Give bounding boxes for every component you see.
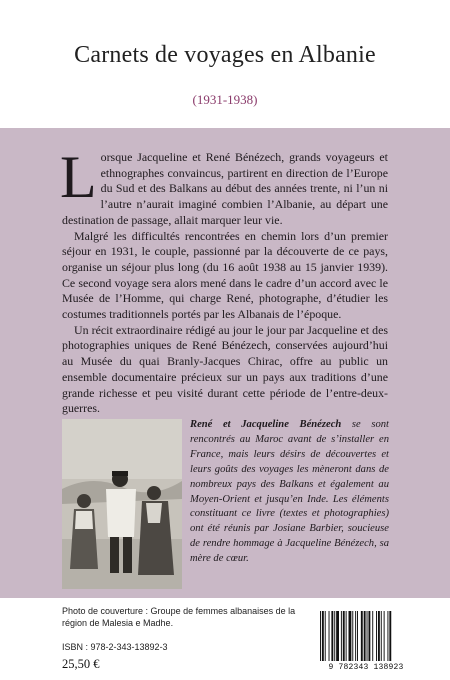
price-label: 25,50 €	[62, 657, 100, 671]
barcode-bar	[378, 611, 380, 661]
barcode-bar	[367, 611, 368, 661]
back-cover-text	[60, 144, 388, 417]
isbn-label: ISBN : 978-2-343-13892-3	[62, 642, 168, 652]
barcode-bar	[343, 611, 345, 661]
barcode-bar	[376, 611, 377, 661]
author-bio-text: se sont rencontrés au Maroc avant de s’installer en France, mais leurs désirs de découvertes et leurs goûts des voyages les mèneront dans de nombreux pays des Balkans et également au Moyen-Orient et jusqu’en Inde. Les éléments constituant ce livre (textes et photographies) ont été réunis par Josiane Barbier, soucieuse de rendre hommage à Jacqueline Bénézech, sa mère de cœur.	[190, 419, 390, 565]
barcode-bar	[389, 611, 391, 661]
author-photo-illustration	[62, 419, 182, 589]
paragraph-3: Un récit extraordinaire rédigé au jour le jour par Jacqueline et des photographies uniques de René Bénézech, conservées aujourd’hui au Musée du quai Branly-Jacques Chirac, offre au public un ensemble documentaire précieux sur un pays aux traditions d’une grande richesse et peu visité durant cette période de l’entre-deux-guerres.	[62, 322, 388, 416]
paragraph-1-text: orsque Jacqueline et René Bénézech, grands voyageurs et ethnographes convaincus, partirent en direction de l’Europe du Sud et des Balkans au début des années trente, ni l’un ni l’autre n’aurait imaginé combien l’Albanie, au départ une destination de passage, allait marquer leur vie.	[62, 150, 388, 227]
barcode-bar	[331, 611, 333, 661]
barcode-bar	[387, 611, 388, 661]
author-bio	[190, 418, 389, 567]
barcode-bar	[355, 611, 356, 661]
barcode-digits: 9 782343 138923	[328, 663, 404, 672]
barcode-bar	[361, 611, 363, 661]
barcode-bar	[334, 611, 335, 661]
paragraph-1	[60, 144, 388, 229]
barcode-bar	[336, 611, 339, 661]
barcode-bar	[341, 611, 342, 661]
photo-credit: Photo de couverture : Groupe de femmes albanaises de la région de Malesia e Madhe.	[62, 606, 296, 628]
book-dates: (1931-1938)	[192, 92, 258, 107]
barcode-bar	[368, 611, 370, 661]
barcode-bar	[325, 611, 326, 661]
author-names: René et Jacqueline Bénézech	[190, 419, 342, 430]
paragraph-2: Malgré les difficultés rencontrées en chemin lors d’un premier séjour en 1931, le couple, passionné par la découverte de ce pays, organise un séjour plus long (du 16 août 1938 au 15 janvier 1939). Ce second voyage sera alors mené dans le cadre d’un accord avec le Musée de l’Homme, qui charge René, photographe, d’étudier les costumes traditionnels portés par les Albanais de l’époque.	[62, 228, 388, 322]
drop-cap: L	[60, 144, 97, 210]
barcode-bar	[322, 611, 324, 661]
barcode-bar	[384, 611, 385, 661]
author-photo	[62, 419, 182, 589]
barcode-bar	[381, 611, 382, 661]
book-title: Carnets de voyages en Albanie	[74, 42, 376, 68]
barcode-bar	[346, 611, 347, 661]
barcode-bar	[329, 611, 330, 661]
barcode-bar	[364, 611, 366, 661]
barcode-bar	[357, 611, 358, 661]
barcode-bar	[349, 611, 352, 661]
barcode-bar	[372, 611, 373, 661]
barcode-bar	[320, 611, 321, 661]
barcode-bar	[352, 611, 353, 661]
